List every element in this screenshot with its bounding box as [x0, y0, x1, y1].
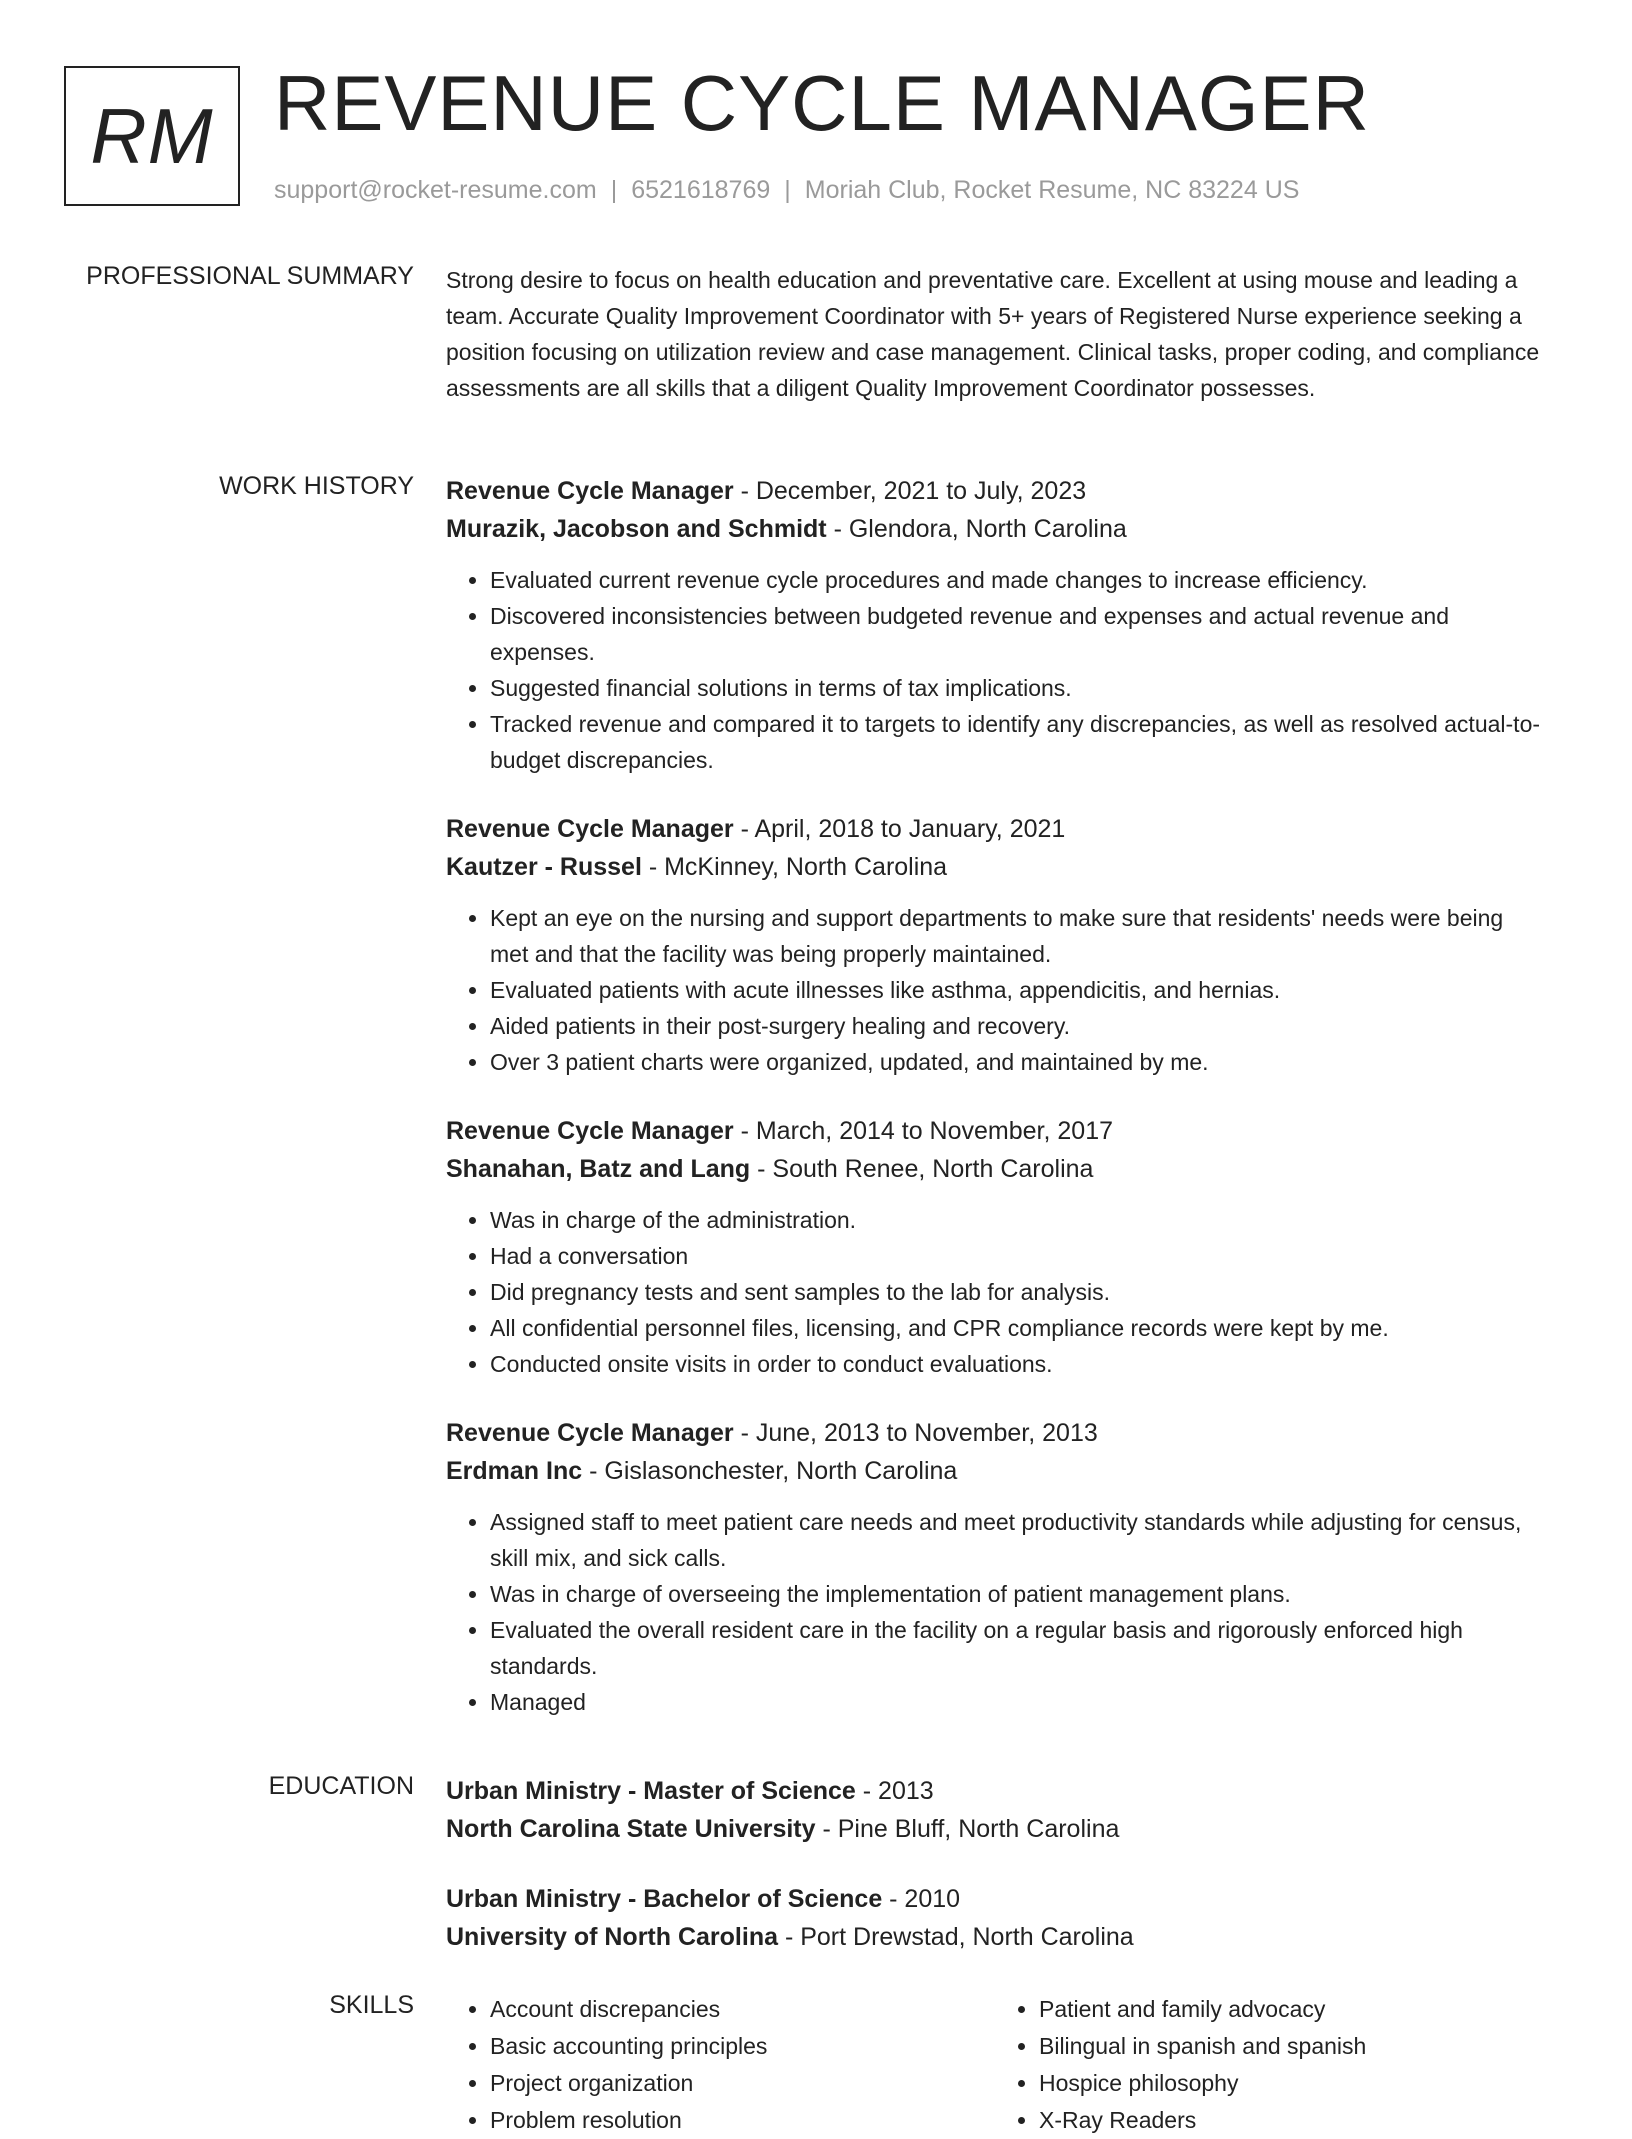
skill-item: • Project organization	[490, 2065, 995, 2102]
skill-item: • Basic accounting principles	[490, 2028, 995, 2065]
education-year: - 2010	[882, 1885, 961, 1913]
skills-body	[446, 1991, 1546, 2139]
job-location: - McKinney, North Carolina	[641, 853, 948, 881]
education-degree-line	[446, 1772, 1546, 1810]
job-title: Revenue Cycle Manager	[446, 477, 734, 505]
education-location: - Port Drewstad, North Carolina	[778, 1923, 1134, 1951]
education-degree: Urban Ministry - Master of Science	[446, 1777, 856, 1805]
job-company-line	[446, 848, 1546, 886]
job-bullet: • Tracked revenue and compared it to targets to identify any discrepancies, as well as resolved actual-to-budget discrepancies.	[490, 706, 1546, 778]
job-title-line	[446, 1112, 1546, 1150]
education-school-line	[446, 1810, 1546, 1848]
job-title: Revenue Cycle Manager	[446, 1117, 734, 1145]
summary-body	[446, 262, 1546, 406]
skills-list-right	[995, 1991, 1544, 2139]
job-location: - South Renee, North Carolina	[750, 1155, 1094, 1183]
education-entry	[446, 1772, 1546, 1848]
skills-columns	[446, 1991, 1546, 2139]
education-school: North Carolina State University	[446, 1815, 816, 1843]
education-year: - 2013	[855, 1777, 934, 1805]
job-company: Erdman Inc	[446, 1457, 583, 1485]
job-bullet: • Evaluated the overall resident care in the facility on a regular basis and rigorously enforced high standards.	[490, 1612, 1546, 1684]
job-title-line	[446, 472, 1546, 510]
job-company-line	[446, 1150, 1546, 1188]
job-bullets	[446, 900, 1546, 1080]
work-history-body	[446, 472, 1546, 1752]
job-entry	[446, 472, 1546, 778]
job-dates: - April, 2018 to January, 2021	[733, 815, 1066, 843]
skill-item: • Problem resolution	[490, 2102, 995, 2139]
job-bullet: • Was in charge of the administration.	[490, 1202, 1546, 1238]
job-bullet: • Evaluated patients with acute illnesses like asthma, appendicitis, and hernias.	[490, 972, 1546, 1008]
job-bullet: • Managed	[490, 1684, 1546, 1720]
job-company: Kautzer - Russel	[446, 853, 642, 881]
contact-phone: 6521618769	[631, 176, 771, 204]
contact-line	[274, 176, 1299, 205]
skills-list-left	[446, 1991, 995, 2139]
job-bullet: • Kept an eye on the nursing and support departments to make sure that residents' needs were being met and that the facility was being properly maintained.	[490, 900, 1546, 972]
education-body	[446, 1772, 1546, 1988]
job-bullets	[446, 562, 1546, 778]
job-bullet: • Had a conversation	[490, 1238, 1546, 1274]
job-bullet: • Aided patients in their post-surgery healing and recovery.	[490, 1008, 1546, 1044]
summary-heading: PROFESSIONAL SUMMARY	[86, 262, 414, 290]
job-bullet: • Suggested financial solutions in terms of tax implications.	[490, 670, 1546, 706]
job-company: Murazik, Jacobson and Schmidt	[446, 515, 827, 543]
education-school: University of North Carolina	[446, 1923, 778, 1951]
education-degree-line	[446, 1880, 1546, 1918]
job-title: Revenue Cycle Manager	[446, 815, 734, 843]
skill-item: • Patient and family advocacy	[1039, 1991, 1544, 2028]
contact-separator: |	[784, 176, 791, 204]
job-bullet: • Evaluated current revenue cycle procedures and made changes to increase efficiency.	[490, 562, 1546, 598]
contact-address: Moriah Club, Rocket Resume, NC 83224 US	[804, 176, 1300, 204]
job-location: - Gislasonchester, North Carolina	[582, 1457, 958, 1485]
job-bullets	[446, 1504, 1546, 1720]
job-dates: - March, 2014 to November, 2017	[733, 1117, 1113, 1145]
job-title: Revenue Cycle Manager	[446, 1419, 734, 1447]
job-company: Shanahan, Batz and Lang	[446, 1155, 751, 1183]
summary-text: Strong desire to focus on health education and preventative care. Excellent at using mouse and leading a team. Accurate Quality Improvement Coordinator with 5+ years of Registered Nurse experience seeking a position focusing on utilization review and case management. Clinical tasks, proper coding, and compliance assessments are all skills that a diligent Quality Improvement Coordinator possesses.	[446, 267, 1540, 401]
skills-heading: SKILLS	[329, 1991, 414, 2019]
work-history-heading: WORK HISTORY	[219, 472, 414, 500]
education-degree: Urban Ministry - Bachelor of Science	[446, 1885, 883, 1913]
job-bullet: • Discovered inconsistencies between budgeted revenue and expenses and actual revenue and expenses.	[490, 598, 1546, 670]
job-bullet: • All confidential personnel files, licensing, and CPR compliance records were kept by me.	[490, 1310, 1546, 1346]
education-entry	[446, 1880, 1546, 1956]
skill-item: • X-Ray Readers	[1039, 2102, 1544, 2139]
job-entry	[446, 1112, 1546, 1382]
contact-separator: |	[610, 176, 618, 204]
job-bullet: • Conducted onsite visits in order to conduct evaluations.	[490, 1346, 1546, 1382]
job-entry	[446, 1414, 1546, 1720]
job-company-line	[446, 510, 1546, 548]
initials-monogram: RM	[64, 66, 240, 206]
contact-email: support@rocket-resume.com	[274, 176, 597, 204]
job-company-line	[446, 1452, 1546, 1490]
job-title-line	[446, 810, 1546, 848]
education-heading: EDUCATION	[268, 1772, 414, 1800]
skill-item: • Account discrepancies	[490, 1991, 995, 2028]
job-bullet: • Assigned staff to meet patient care needs and meet productivity standards while adjusting for census, skill mix, and sick calls.	[490, 1504, 1546, 1576]
job-dates: - June, 2013 to November, 2013	[733, 1419, 1098, 1447]
job-bullets	[446, 1202, 1546, 1382]
job-location: - Glendora, North Carolina	[826, 515, 1127, 543]
job-entry	[446, 810, 1546, 1080]
skill-item: • Hospice philosophy	[1039, 2065, 1544, 2102]
education-location: - Pine Bluff, North Carolina	[815, 1815, 1120, 1843]
skill-item: • Bilingual in spanish and spanish	[1039, 2028, 1544, 2065]
education-school-line	[446, 1918, 1546, 1956]
job-title-line	[446, 1414, 1546, 1452]
job-bullet: • Over 3 patient charts were organized, updated, and maintained by me.	[490, 1044, 1546, 1080]
job-bullet: • Was in charge of overseeing the implementation of patient management plans.	[490, 1576, 1546, 1612]
resume-name-title: REVENUE CYCLE MANAGER	[274, 59, 1370, 147]
job-dates: - December, 2021 to July, 2023	[733, 477, 1087, 505]
job-bullet: • Did pregnancy tests and sent samples to the lab for analysis.	[490, 1274, 1546, 1310]
